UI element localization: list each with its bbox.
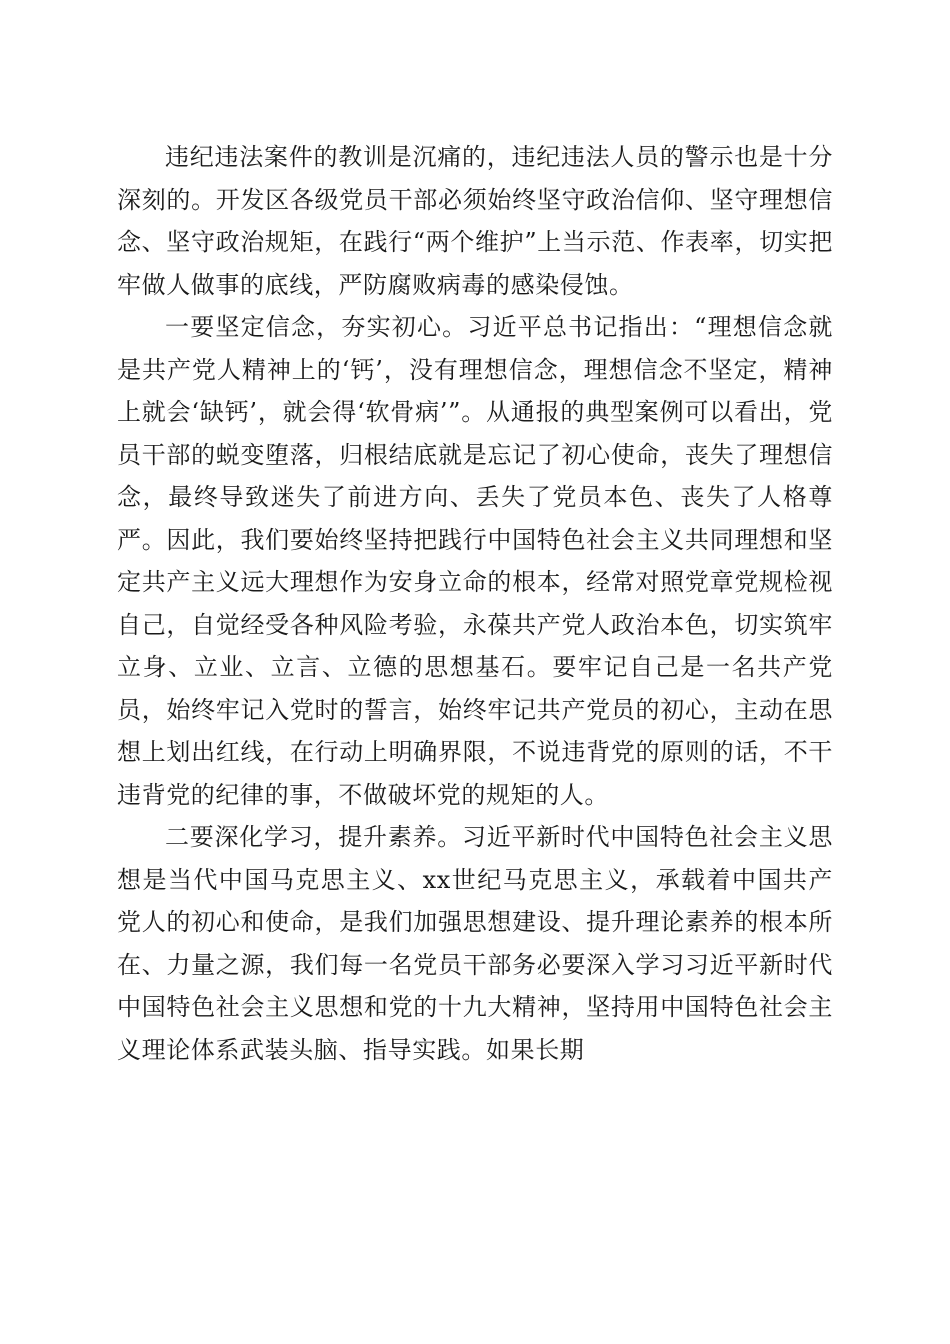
paragraph-firm-belief: 一要坚定信念，夯实初心。习近平总书记指出：“理想信念就是共产党人精神上的‘钙’，没有理想信念，理想信念不坚定，精神上就会‘缺钙’，就会得‘软骨病’”。从通报的典型案例可以看出，党员干部的蜕变堕落，归根结底就是忘记了初心使命，丧失了理想信念，最终导致迷失了前进方向、丢失了党员本色、丧失了人格尊严。因此，我们要始终坚持把践行中国特色社会主义共同理想和坚定共产主义远大理想作为安身立命的根本，经常对照党章党规检视自己，自觉经受各种风险考验，永葆共产党人政治本色，切实筑牢立身、立业、立言、立德的思想基石。要牢记自己是一名共产党员，始终牢记入党时的誓言，始终牢记共产党员的初心，主动在思想上划出红线，在行动上明确界限，不说违背党的原则的话，不干违背党的纪律的事，不做破坏党的规矩的人。 <box>117 313 833 809</box>
paragraph-deepen-study: 二要深化学习，提升素养。习近平新时代中国特色社会主义思想是当代中国马克思主义、xx世纪马克思主义，承载着中国共产党人的初心和使命，是我们加强思想建设、提升理论素养的根本所在、力量之源，我们每一名党员干部务必要深入学习习近平新时代中国特色社会主义思想和党的十九大精神，坚持用中国特色社会主义理论体系武装头脑、指导实践。如果长期 <box>117 823 833 1064</box>
document-page <box>117 136 833 1071</box>
paragraph-warning: 违纪违法案件的教训是沉痛的，违纪违法人员的警示也是十分深刻的。开发区各级党员干部必须始终坚守政治信仰、坚守理想信念、坚守政治规矩，在践行“两个维护”上当示范、作表率，切实把牢做人做事的底线，严防腐败病毒的感染侵蚀。 <box>117 143 833 299</box>
